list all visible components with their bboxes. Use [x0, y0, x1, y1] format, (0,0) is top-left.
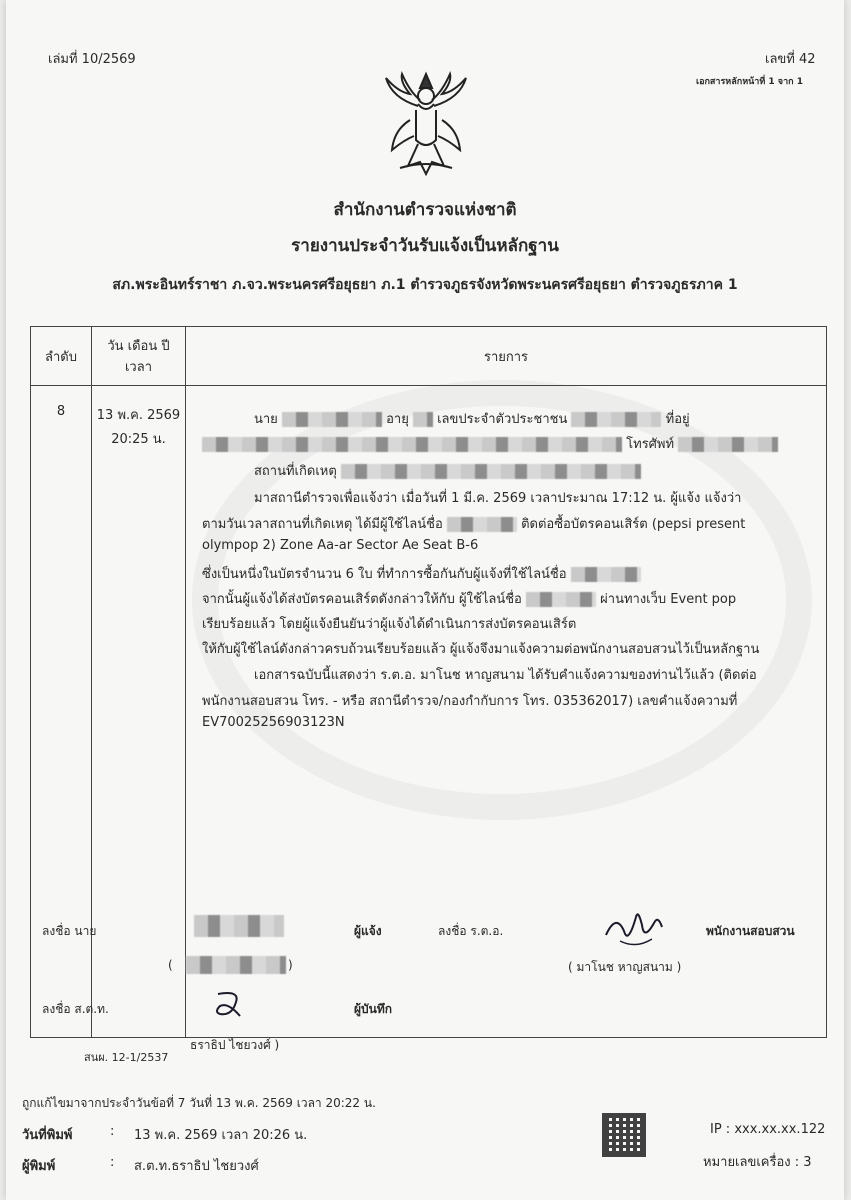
investigator-label: พนักงานสอบสวน [706, 924, 795, 938]
paren-open: ( [168, 958, 173, 972]
extract-note: ถูกแก้ไขมาจากประจำวันข้อที่ 7 วันที่ 13 พ.ค. 2569 เวลา 20:22 น. [22, 1096, 376, 1110]
redacted-age [413, 412, 433, 427]
col-header-date-line2: เวลา [124, 360, 152, 375]
item-line-2 [202, 433, 778, 454]
concert-text: ติดต่อซื้อบัตรคอนเสิร์ต (pepsi present [521, 517, 746, 532]
redacted-line-user-3 [526, 592, 596, 607]
item-line-8 [202, 588, 736, 609]
print-date-label: วันที่พิมพ์ [22, 1128, 73, 1143]
officer-signature-icon [602, 905, 666, 951]
sign-label-officer: ลงชื่อ ร.ต.อ. [438, 924, 504, 938]
document-number: เลขที่ 42 [765, 52, 816, 67]
address-label: ที่อยู่ [665, 412, 690, 427]
recorder-signature-icon [210, 988, 250, 1024]
informant-label: ผู้แจ้ง [354, 924, 382, 938]
age-label: อายุ [386, 412, 409, 427]
printer-value: ส.ต.ท.ธราธิป ไชยวงศ์ [134, 1159, 259, 1174]
redacted-line-user [447, 517, 517, 532]
redacted-informant-name [186, 956, 286, 974]
book-number: เล่มที่ 10/2569 [48, 52, 136, 67]
row-time: 20:25 น. [111, 432, 166, 447]
item-line-6: olympop 2) Zone Aa-ar Sector Ae Seat B-6 [202, 538, 479, 553]
item-line-7 [202, 563, 641, 584]
item-line-5 [202, 513, 745, 534]
form-code: สนผ. 12-1/2537 [84, 1051, 169, 1064]
recorder-label: ผู้บันทึก [354, 1002, 393, 1016]
redacted-place [341, 464, 641, 479]
print-date-value: 13 พ.ค. 2569 เวลา 20:26 น. [134, 1128, 308, 1143]
officer-name: ( มาโนช หาญสนาม ) [568, 960, 682, 974]
sign-label-recorder: ลงชื่อ ส.ต.ท. [42, 1002, 109, 1016]
sign-label-informant: ลงชื่อ นาย [42, 924, 97, 938]
item-line-10: ให้กับผู้ใช้ไลน์ดังกล่าวครบถ้วนเรียบร้อยแล้ว ผู้แจ้งจึงมาแจ้งความต่อพนักงานสอบสวนไว้เป็นหลักฐาน [202, 642, 760, 657]
redacted-informant-signature [194, 915, 284, 937]
redacted-name [282, 412, 382, 427]
print-date-colon: : [110, 1124, 115, 1139]
page-info: เอกสารหลักหน้าที่ 1 จาก 1 [696, 77, 803, 87]
col-header-date-line1: วัน เดือน ปี [107, 339, 170, 354]
row-number: 8 [31, 386, 92, 1038]
item-line-4: มาสถานีตำรวจเพื่อแจ้งว่า เมื่อวันที่ 1 มี.ค. 2569 เวลาประมาณ 17:12 น. ผู้แจ้ง แจ้งว่า [254, 491, 742, 506]
redacted-phone [678, 437, 778, 452]
printer-colon: : [110, 1155, 115, 1170]
item-line-3 [254, 460, 641, 481]
redacted-line-user-2 [571, 567, 641, 582]
station-line: สภ.พระอินทร์ราชา ภ.จว.พระนครศรีอยุธยา ภ.1 ตำรวจภูธรจังหวัดพระนครศรีอยุธยา ตำรวจภูธรภาค 1 [112, 277, 738, 293]
paren-close: ) [288, 958, 293, 972]
redacted-address [202, 437, 622, 452]
col-header-number: ลำดับ [31, 327, 92, 386]
recorder-name: ธราธิป ไชยวงศ์ ) [190, 1038, 280, 1052]
report-title: รายงานประจำวันรับแจ้งเป็นหลักฐาน [291, 236, 559, 256]
printer-label: ผู้พิมพ์ [22, 1159, 56, 1174]
report-page [6, 0, 844, 1200]
sent-text: จากนั้นผู้แจ้งได้ส่งบัตรคอนเสิร์ตดังกล่าวให้กับ ผู้ใช้ไลน์ชื่อ [202, 592, 522, 607]
row-date: 13 พ.ค. 2569 [96, 408, 181, 423]
line-user-label: ตามวันเวลาสถานที่เกิดเหตุ ได้มีผู้ใช้ไลน์ชื่อ [202, 517, 443, 532]
ticket-text: ซึ่งเป็นหนึ่งในบัตรจำนวน 6 ใบ ที่ทำการซื้อกันกับผู้แจ้งที่ใช้ไลน์ชื่อ [202, 567, 567, 582]
complaint-number: EV70025256903123N [202, 715, 345, 730]
item-line-11: เอกสารฉบับนี้แสดงว่า ร.ต.อ. มาโนช หาญสนาม ได้รับคำแจ้งความของท่านไว้แล้ว (ติดต่อ [254, 668, 757, 683]
garuda-emblem-icon [380, 70, 472, 178]
item-line-1 [254, 408, 690, 429]
machine-number: หมายเลขเครื่อง : 3 [703, 1155, 812, 1170]
redacted-id [571, 412, 661, 427]
ip-address: IP : xxx.xx.xx.122 [710, 1122, 826, 1137]
organization-title: สำนักงานตำรวจแห่งชาติ [333, 200, 517, 220]
id-label: เลขประจำตัวประชาชน [437, 412, 568, 427]
qr-code-icon [602, 1113, 646, 1157]
incident-place-label: สถานที่เกิดเหตุ [254, 464, 337, 479]
row-date-cell [92, 386, 186, 1038]
col-header-items: รายการ [186, 327, 827, 386]
via-web-text: ผ่านทางเว็บ Event pop [600, 592, 737, 607]
item-line-12: พนักงานสอบสวน โทร. - หรือ สถานีตำรวจ/กองกำกับการ โทร. 035362017) เลขคำแจ้งความที่ [202, 694, 738, 709]
col-header-date [92, 327, 186, 386]
item-line-9: เรียบร้อยแล้ว โดยผู้แจ้งยืนยันว่าผู้แจ้งได้ดำเนินการส่งบัตรคอนเสิร์ต [202, 617, 577, 632]
title-mr: นาย [254, 412, 278, 427]
phone-label: โทรศัพท์ [626, 437, 675, 452]
